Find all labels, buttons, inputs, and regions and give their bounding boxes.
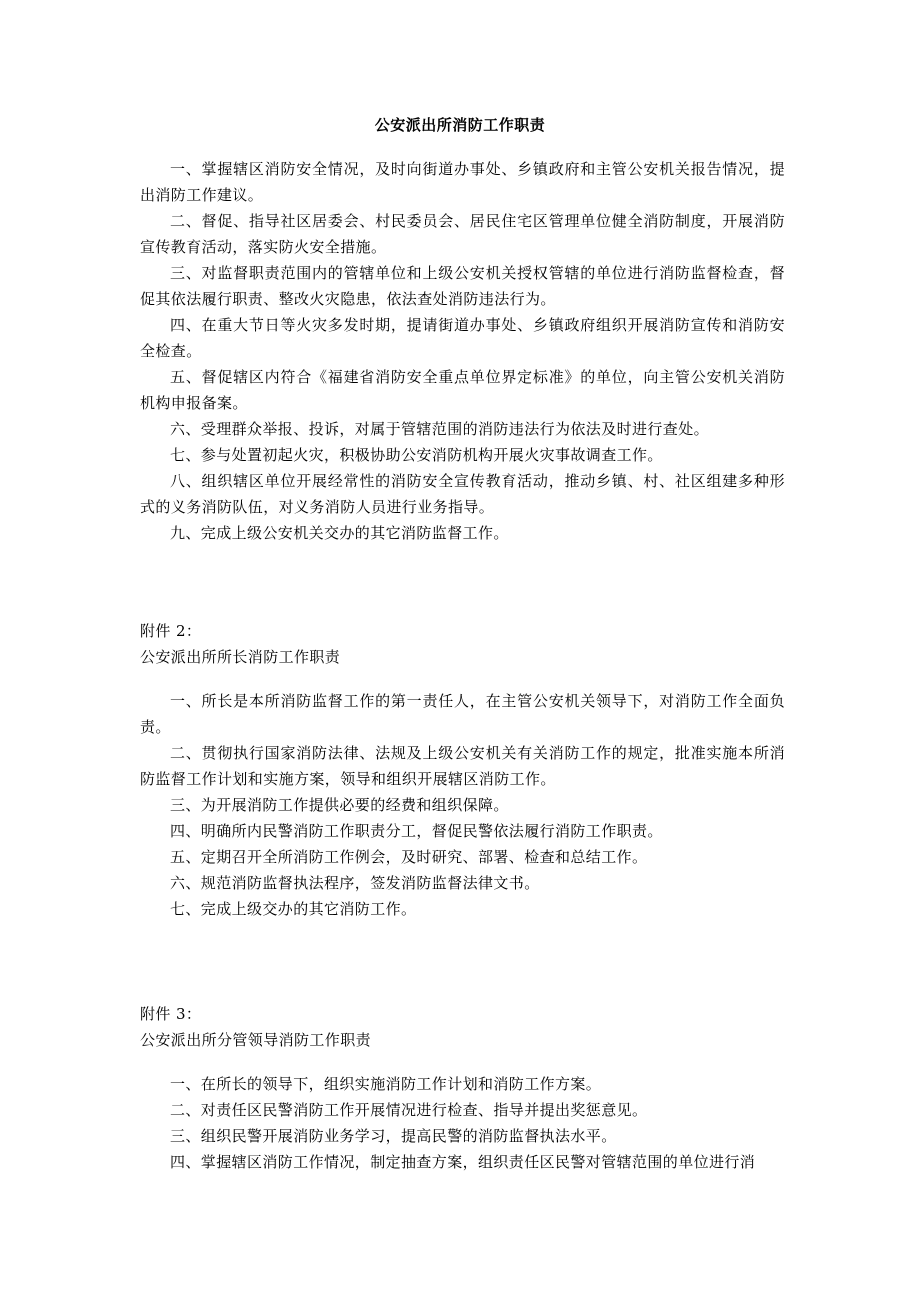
paragraph: 四、明确所内民警消防工作职责分工，督促民警依法履行消防工作职责。 (170, 822, 663, 840)
paragraph: 四、掌握辖区消防工作情况，制定抽查方案，组织责任区民警对管辖范围的单位进行消 (170, 1153, 756, 1171)
paragraph: 三、为开展消防工作提供必要的经费和组织保障。 (170, 796, 509, 814)
paragraph: 五、定期召开全所消防工作例会，及时研究、部署、检查和总结工作。 (170, 848, 648, 866)
paragraph: 七、完成上级交办的其它消防工作。 (170, 900, 417, 918)
paragraph: 一、掌握辖区消防安全情况，及时向街道办事处、乡镇政府和主管公安机关报告情况，提出消防工作建议。 (140, 160, 785, 204)
attachment-3-label: 附件 3： (140, 1005, 202, 1023)
paragraph: 六、规范消防监督执法程序，签发消防监督法律文书。 (170, 874, 540, 892)
paragraph: 四、在重大节日等火灾多发时期，提请街道办事处、乡镇政府组织开展消防宣传和消防安全检查。 (140, 316, 785, 360)
paragraph: 二、对责任区民警消防工作开展情况进行检查、指导并提出奖惩意见。 (170, 1101, 648, 1119)
attachment-2-title: 公安派出所所长消防工作职责 (140, 648, 341, 666)
duties-section-1 (140, 156, 785, 546)
paragraph: 二、贯彻执行国家消防法律、法规及上级公安机关有关消防工作的规定，批准实施本所消防监督工作计划和实施方案，领导和组织开展辖区消防工作。 (140, 744, 785, 788)
paragraph: 九、完成上级公安机关交办的其它消防监督工作。 (170, 524, 509, 542)
paragraph: 一、所长是本所消防监督工作的第一责任人，在主管公安机关领导下，对消防工作全面负责。 (140, 692, 785, 736)
paragraph: 三、对监督职责范围内的管辖单位和上级公安机关授权管辖的单位进行消防监督检查，督促其依法履行职责、整改火灾隐患，依法查处消防违法行为。 (140, 264, 785, 308)
paragraph: 一、在所长的领导下，组织实施消防工作计划和消防工作方案。 (170, 1075, 602, 1093)
page-title: 公安派出所消防工作职责 (374, 116, 546, 134)
paragraph: 二、督促、指导社区居委会、村民委员会、居民住宅区管理单位健全消防制度，开展消防宣传教育活动，落实防火安全措施。 (140, 212, 785, 256)
paragraph: 三、组织民警开展消防业务学习，提高民警的消防监督执法水平。 (170, 1127, 617, 1145)
duties-section-2 (140, 688, 785, 922)
paragraph: 八、组织辖区单位开展经常性的消防安全宣传教育活动，推动乡镇、村、社区组建多种形式的义务消防队伍，对义务消防人员进行业务指导。 (140, 472, 785, 516)
attachment-3-title: 公安派出所分管领导消防工作职责 (140, 1031, 372, 1049)
paragraph: 五、督促辖区内符合《福建省消防安全重点单位界定标准》的单位，向主管公安机关消防机构申报备案。 (140, 368, 785, 412)
duties-section-3 (140, 1071, 785, 1175)
attachment-2-label: 附件 2： (140, 622, 202, 640)
paragraph: 六、受理群众举报、投诉，对属于管辖范围的消防违法行为依法及时进行查处。 (170, 420, 710, 438)
paragraph: 七、参与处置初起火灾，积极协助公安消防机构开展火灾事故调查工作。 (170, 446, 663, 464)
